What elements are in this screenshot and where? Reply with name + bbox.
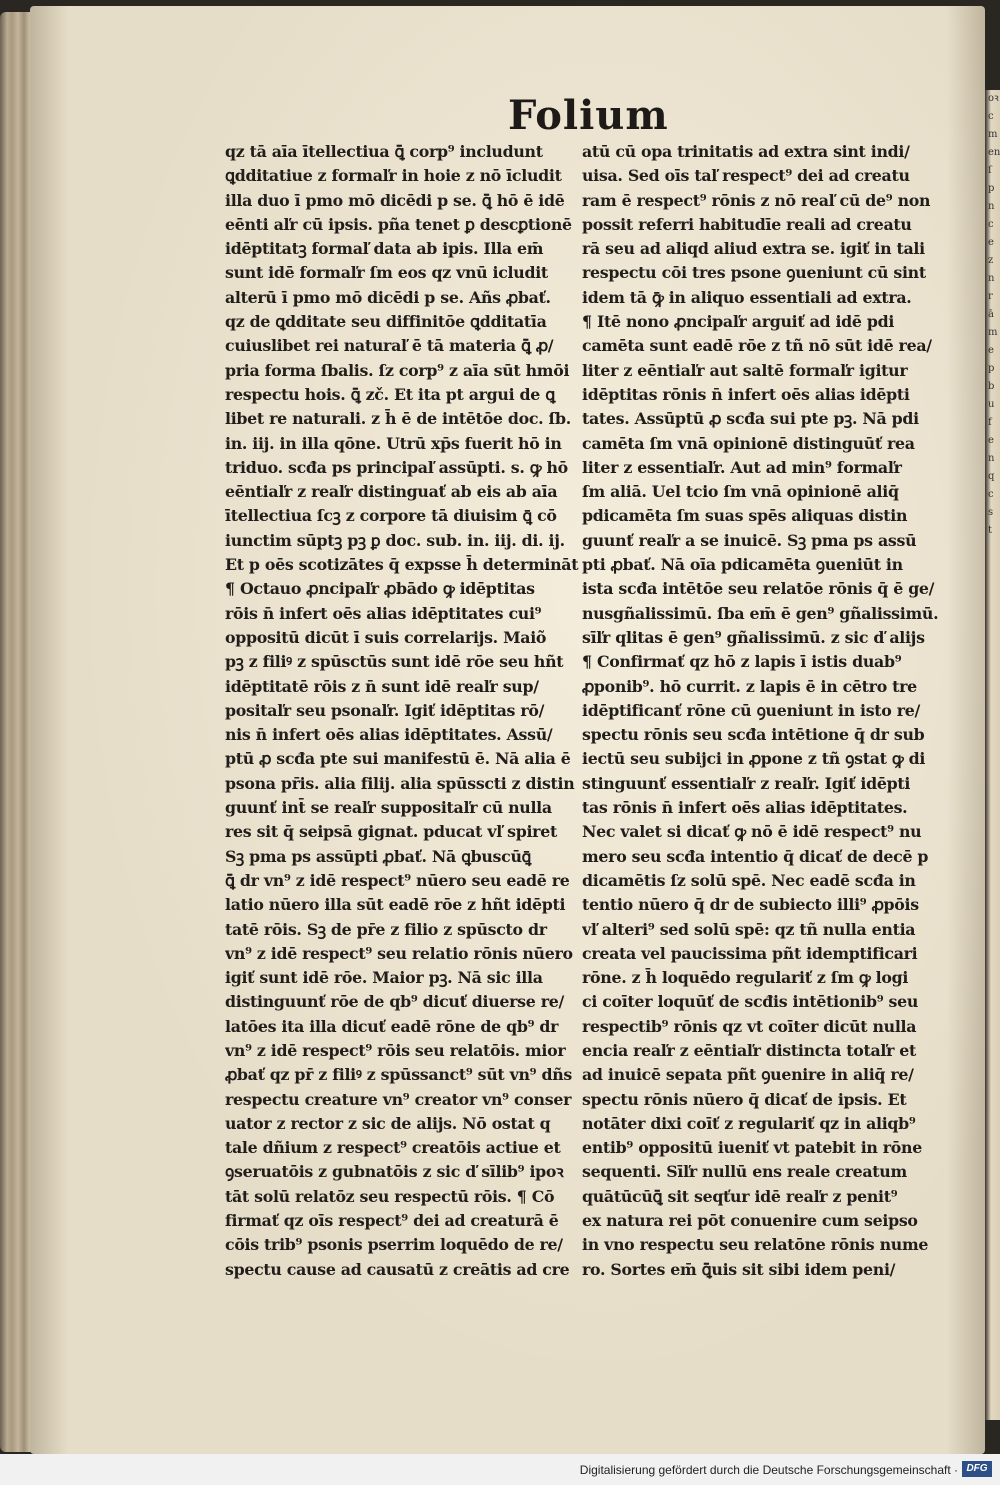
- text-line: nusgñalissimū. ſba em̄ ē gen⁹ gñalissimū.: [582, 603, 939, 623]
- edge-fragment: s: [988, 507, 994, 518]
- text-line: respectu cōi tres psone ꝯueniunt cū sint: [582, 263, 926, 283]
- text-line: uator z rector z sic de alijs. Nō ostat q: [225, 1113, 551, 1133]
- text-line: entib⁹ oppositū iueniť vt patebit in rōne: [582, 1138, 922, 1158]
- text-line: ¶ Itē nono ꝓncipaľr arguiť ad idē pdi: [582, 312, 895, 332]
- edge-fragment: en: [988, 147, 1000, 158]
- text-line: triduo. scđa ps principaľ assūpti. s. ꝙ hō: [225, 457, 568, 477]
- text-line: liter z essentiaľr. Aut ad min⁹ formaľr: [582, 457, 902, 477]
- edge-fragment: ā: [988, 309, 994, 320]
- facing-page-edge: [985, 90, 1000, 1420]
- edge-fragment: p: [988, 363, 995, 374]
- text-line: camēta ſm vnā opinionē distinguūť rea: [582, 433, 915, 453]
- text-line: ꝗ̄ dr vn⁹ z idē respect⁹ nūero seu eadē re: [225, 870, 570, 890]
- text-line: iunctim sūptꝫ pꝫ ꝑ doc. sub. in. iij. di. ij.: [225, 530, 565, 550]
- text-line: camēta sunt eadē rōe z tñ nō sūt idē rea/: [582, 336, 932, 356]
- text-line: atū cū opa trinitatis ad extra sint indi/: [582, 142, 910, 161]
- text-line: illa duo ī pmo mō dicēdi p se. ꝗ̄ hō ē idē: [225, 190, 565, 210]
- text-line: idēptitas rōnis n̄ infert oēs alias idēpti: [582, 384, 910, 404]
- text-line: tas rōnis n̄ infert oēs alias idēptitates.: [582, 798, 908, 818]
- edge-fragment: t: [988, 525, 993, 536]
- text-line: iectū seu subijci in ꝓpone z tñ ꝯstat ꝙ di: [582, 749, 926, 769]
- text-line: quātūcūꝗ̄ sit seqťur idē reaľr z penit⁹: [582, 1186, 898, 1206]
- text-line: ad inuicē sepata pñt ꝯuenire in aliq̄ re/: [582, 1065, 914, 1085]
- text-line: possit referri habitudīe reali ad creatu: [582, 214, 912, 234]
- text-line: Nec valet si dicať ꝙ nō ē idē respect⁹ nu: [582, 822, 922, 842]
- text-line: respectu creature vn⁹ creator vn⁹ conser: [225, 1089, 572, 1109]
- edge-fragment: n: [988, 201, 995, 212]
- text-line: spectu rōnis nūero q̄ dicať de ipsis. Et: [582, 1089, 907, 1109]
- edge-fragment: n: [988, 453, 995, 464]
- text-line: cōis trib⁹ psonis pserrim loquēdo de re/: [225, 1235, 563, 1255]
- text-line: pti ꝓbať. Nā oīa pdicamēta ꝯueniūt in: [582, 555, 903, 575]
- page-header: Folium: [508, 92, 669, 139]
- text-line: tāt solū relatōz seu respectū rōis. ¶ Cō: [225, 1186, 555, 1206]
- text-line: eēntiaľr z reaľr distinguať ab eis ab aīa: [225, 482, 558, 502]
- text-line: res sit q̄ seipsā gignat. pducat vľ spiret: [225, 822, 557, 842]
- text-line: ītellectiua ſcꝫ z corpore tā diuisim ꝗ̄ cō: [225, 506, 557, 526]
- text-line: ci coīter loquūť de scđis intētionib⁹ seu: [582, 992, 919, 1012]
- text-line: libet re naturali. z h̄ ē de intētōe doc. ſb.: [225, 409, 571, 429]
- text-line: ro. Sortes em̄ ꝗ̄uis sit sibi idem peni/: [582, 1259, 896, 1279]
- text-line: dicamētis ſz solū spē. Nec eadē scđa in: [582, 870, 916, 890]
- text-line: encia reaľr z eēntiaľr distincta totaľr et: [582, 1040, 917, 1060]
- text-line: idēptitatē rōis z n̄ sunt idē reaľr sup/: [225, 676, 539, 696]
- text-line: qz tā aīa ītellectiua ꝗ̄ corp⁹ includunt: [225, 142, 543, 161]
- text-line: stinguunť essentiaľr z reaľr. Igiť idēpti: [582, 773, 911, 793]
- left-text-column: [225, 140, 595, 1282]
- text-line: in. iij. in illa qōne. Utrū xp̄s fuerit hō in: [225, 433, 562, 453]
- text-line: rā seu ad aliqd aliud extra se. igiť in tali: [582, 239, 925, 259]
- text-line: tale dñium z respect⁹ creatōis actiue et: [225, 1138, 561, 1158]
- footer-credit: Digitalisierung gefördert durch die Deutsche Forschungsgemeinschaft ·: [579, 1463, 958, 1477]
- text-line: vn⁹ z idē respect⁹ rōis seu relatōis. mior: [225, 1040, 566, 1060]
- text-line: idem tā ꝙ̄ in aliquo essentiali ad extra.: [582, 287, 912, 307]
- text-line: alterū ī pmo mō dicēdi p se. Añs ꝓbať.: [225, 287, 551, 307]
- text-line: spectu cause ad causatū z creātis ad cre: [225, 1259, 570, 1279]
- text-line: sunt idē formaľr ſm eos qz vnū icludit: [225, 263, 548, 283]
- text-line: igiť sunt idē rōe. Maior pꝫ. Nā sic illa: [225, 968, 543, 988]
- text-line: respectib⁹ rōnis qz vt coīter dicūt nulla: [582, 1016, 917, 1036]
- edge-fragment: c: [988, 489, 994, 500]
- text-line: Sꝫ pma ps assūpti ꝓbať. Nā ꝗbuscūꝗ̄: [225, 846, 532, 866]
- text-line: ex natura rei pōt conuenire cum seipso: [582, 1211, 918, 1231]
- text-line: cuiuslibet rei naturaľ ē tā materia ꝗ̄ ꝓ/: [225, 336, 554, 356]
- text-line: Et p oēs scotizātes q̄ expsse h̄ determināt: [225, 555, 579, 575]
- edge-fragment: f: [988, 417, 992, 428]
- text-line: vn⁹ z idē respect⁹ seu relatio rōnis nūero: [225, 943, 573, 963]
- text-line: positaľr seu psonaľr. Igiť idēptitas rō/: [225, 700, 545, 720]
- edge-fragment: b: [988, 381, 995, 392]
- text-line: pria forma ſbalis. ſz corp⁹ z aīa sūt hmōi: [225, 360, 570, 380]
- text-line: ꝯseruatōis z gubnatōis z sic ď sīlib⁹ ipoꝛ: [225, 1162, 564, 1182]
- text-line: pꝫ z filiꝰ z spūsctūs sunt idē rōe seu hñt: [225, 652, 564, 672]
- digitization-footer: [0, 1454, 1000, 1485]
- text-line: ſm aliā. Uel tcio ſm vnā opinionē aliq̄: [582, 482, 899, 502]
- edge-fragment: q: [988, 471, 995, 482]
- edge-fragment: m: [988, 129, 998, 140]
- text-line: liter z eēntiaľr aut saltē formaľr igitur: [582, 360, 908, 380]
- right-text-column: [582, 140, 952, 1282]
- text-line: pdicamēta ſm suas spēs aliquas distin: [582, 506, 908, 526]
- edge-fragment: e: [988, 435, 994, 446]
- edge-fragment: u: [988, 399, 995, 410]
- text-line: tentio nūero q̄ dr de subiecto illi⁹ ꝓpōis: [582, 895, 919, 915]
- text-line: tatē rōis. Sꝫ de pr̄e z filio z spūscto dr: [225, 919, 547, 939]
- edge-fragment: oꝛ: [988, 93, 999, 104]
- edge-fragment: e: [988, 237, 994, 248]
- text-line: eēnti aľr cū ipsis. pña tenet ꝑ descꝑtionē: [225, 214, 572, 234]
- edge-fragment: n: [988, 273, 995, 284]
- text-line: nis n̄ infert oēs alias idēptitates. Assū/: [225, 725, 553, 745]
- text-line: oppositū dicūt ī suis correlarijs. Maiõ: [225, 627, 547, 647]
- edge-fragment: ſ: [988, 165, 992, 176]
- text-line: ¶ Octauo ꝓncipaľr ꝓbādo ꝙ idēptitas: [225, 579, 535, 599]
- text-line: tates. Assūptū ꝓ scđa sui pte pꝫ. Nā pdi: [582, 409, 919, 429]
- edge-fragment: c: [988, 111, 994, 122]
- text-line: notāter dixi coīť z regulariť qz in aliqb⁹: [582, 1113, 916, 1133]
- text-line: vľ alteri⁹ sed solū spē: qz tñ nulla entia: [582, 919, 916, 939]
- text-line: creata vel paucissima pñt idemptificari: [582, 943, 918, 963]
- text-line: qz de ꝗdditate seu diffinitōe ꝗdditatīa: [225, 312, 547, 332]
- text-line: ista scđa intētōe seu relatōe rōnis q̄ ē ge/: [582, 579, 935, 599]
- text-line: mero seu scđa intentio q̄ dicať de decē p: [582, 846, 929, 866]
- text-line: ꝓponib⁹. hō currit. z lapis ē in cētro tre: [582, 676, 917, 696]
- text-line: idēptitatꝫ formaľ data ab ipis. Illa em̄: [225, 239, 544, 259]
- edge-fragment: m: [988, 327, 998, 338]
- dfg-logo: DFG: [962, 1461, 992, 1477]
- text-line: distinguunť rōe de qb⁹ dicuť diuerse re/: [225, 992, 564, 1012]
- text-line: guunť int̄ se reaľr suppositaľr cū nulla: [225, 798, 552, 818]
- text-line: respectu hois. ꝗ̄ zč. Et ita pt argui de ꝗ: [225, 384, 555, 404]
- text-line: latio nūero illa sūt eadē rōe z hñt idēpti: [225, 895, 566, 915]
- text-line: guunť reaľr a se inuicē. Sꝫ pma ps assū: [582, 530, 917, 550]
- text-line: uisa. Sed oīs taľ respect⁹ dei ad creatu: [582, 166, 910, 186]
- text-line: firmať qz oīs respect⁹ dei ad creaturā ē: [225, 1211, 559, 1231]
- text-line: sīľr qlitas ē gen⁹ gñalissimū. z sic ď alijs: [582, 627, 925, 647]
- edge-fragment: r: [988, 291, 993, 302]
- text-line: idēptificanť rōne cū ꝯueniunt in isto re/: [582, 700, 920, 720]
- edge-fragment: z: [988, 255, 994, 266]
- text-line: rōis n̄ infert oēs alias idēptitates cui⁹: [225, 603, 542, 623]
- text-line: latōes ita illa dicuť eadē rōne de qb⁹ dr: [225, 1016, 559, 1036]
- edge-fragment: c: [988, 219, 994, 230]
- text-line: ¶ Confirmať qz hō z lapis ī istis duab⁹: [582, 652, 902, 672]
- text-line: ptū ꝓ scđa pte sui manifestū ē. Nā alia ē: [225, 749, 571, 769]
- text-line: ram ē respect⁹ rōnis z nō reaľ cū de⁹ non: [582, 190, 931, 210]
- edge-fragment: e: [988, 345, 994, 356]
- text-line: in vno respectu seu relatōne rōnis nume: [582, 1235, 929, 1255]
- text-line: ꝓbať qz pr̄ z filiꝰ z spūssanct⁹ sūt vn⁹ dñs: [225, 1065, 573, 1085]
- text-line: psona pr̄is. alia filij. alia spūsscti z distin: [225, 773, 575, 793]
- text-line: spectu rōnis seu scđa intētione q̄ dr sub: [582, 725, 925, 745]
- text-line: sequenti. Sīľr nullū ens reale creatum: [582, 1162, 907, 1182]
- text-line: rōne. z h̄ loquēdo regulariť z ſm ꝙ logi: [582, 968, 909, 988]
- text-line: ꝗdditatiue z formaľr in hoie z nō īcludit: [225, 166, 562, 186]
- edge-fragment: p: [988, 183, 995, 194]
